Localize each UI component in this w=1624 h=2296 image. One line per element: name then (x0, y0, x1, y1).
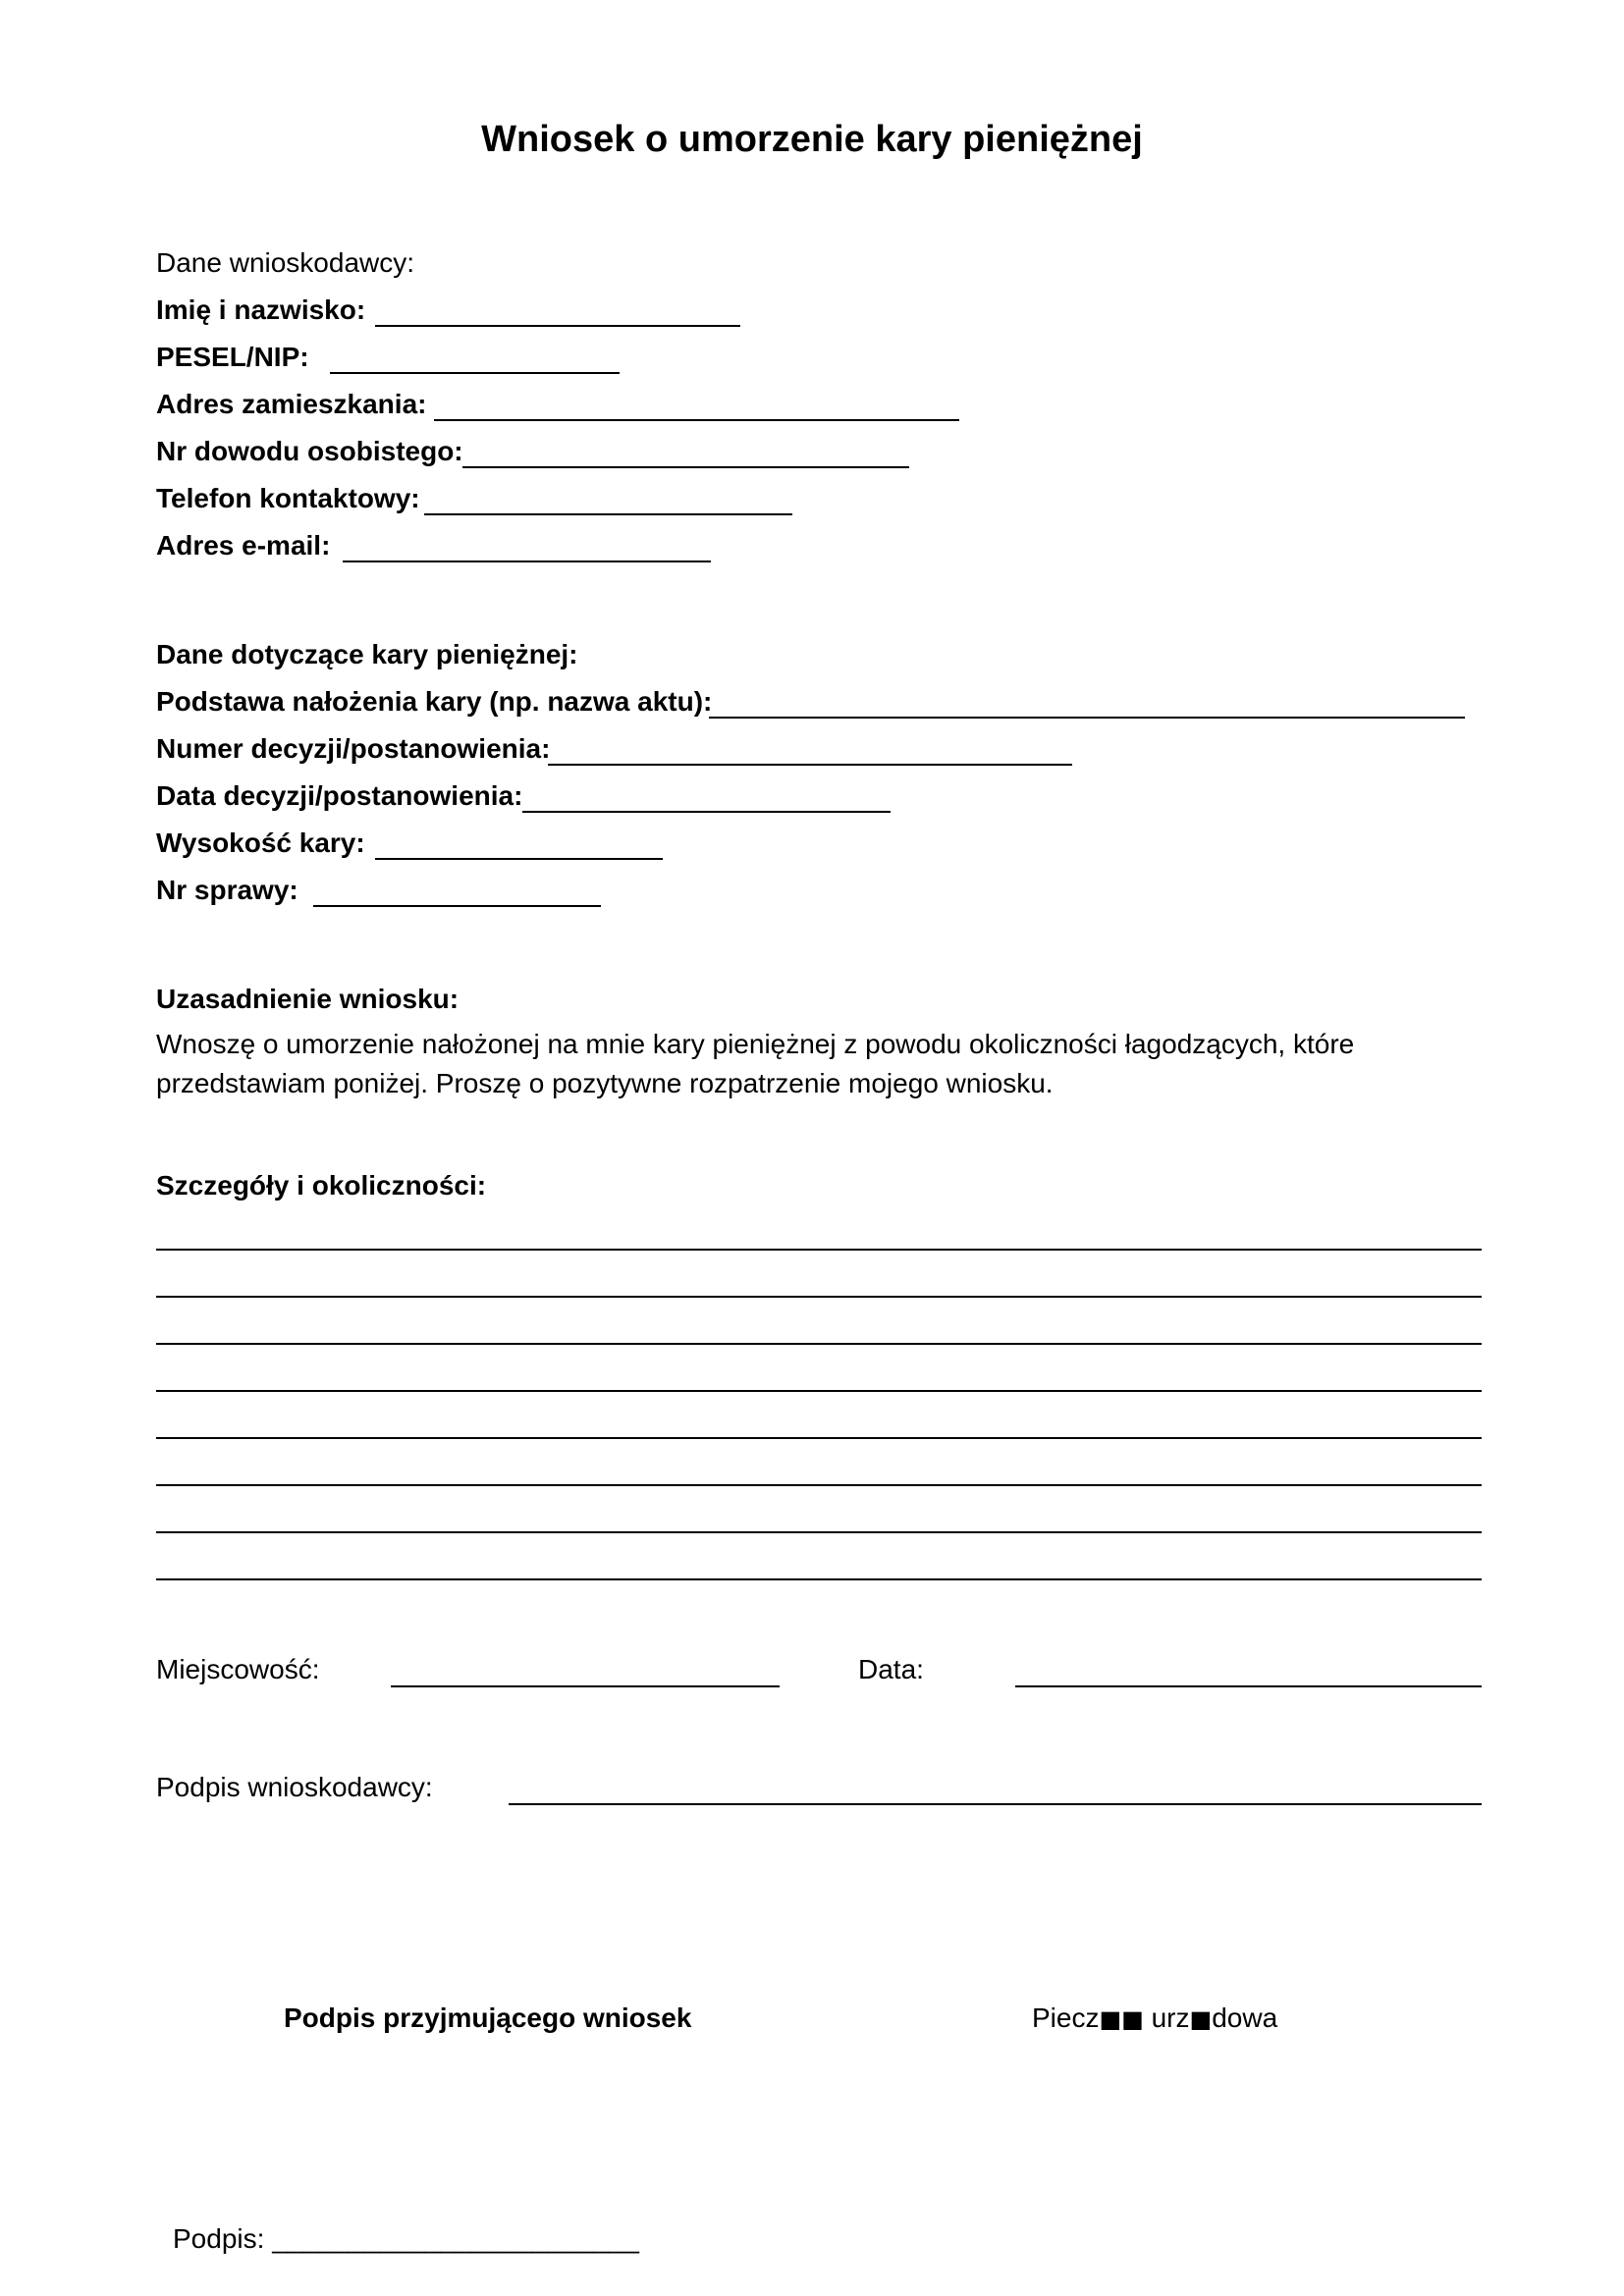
date-line[interactable] (1015, 1685, 1482, 1687)
legal-basis-line[interactable] (709, 717, 1465, 719)
justification-text: Wnoszę o umorzenie nałożonej na mnie kary pieniężnej z powodu okoliczności łagodzących, które przedstawiam poniżej. Proszę o pozytywne rozpatrzenie mojego wniosku. (156, 1029, 1355, 1098)
details-line[interactable] (156, 1531, 1482, 1533)
missing-glyph-icon: ■ (1189, 2005, 1213, 2033)
details-line[interactable] (156, 1437, 1482, 1439)
details-line[interactable] (156, 1484, 1482, 1486)
details-line[interactable] (156, 1390, 1482, 1392)
label-case-number: Nr sprawy: (156, 875, 298, 905)
details-line[interactable] (156, 1578, 1482, 1580)
stamp-label-part: dowa (1212, 2002, 1278, 2033)
justification-heading: Uzasadnienie wniosku: (156, 984, 460, 1014)
full-name-line[interactable] (375, 325, 740, 327)
applicant-signature-label: Podpis wnioskodawcy: (156, 1772, 433, 1802)
details-line[interactable] (156, 1343, 1482, 1345)
label-full-name: Imię i nazwisko: (156, 294, 366, 325)
decision-number-line[interactable] (548, 764, 1072, 766)
email-line[interactable] (343, 561, 711, 562)
label-id-card: Nr dowodu osobistego: (156, 436, 463, 466)
stamp-label-part: urz (1143, 2002, 1190, 2033)
details-heading: Szczegóły i okoliczności: (156, 1170, 487, 1201)
place-line[interactable] (391, 1685, 780, 1687)
signature-blank[interactable]: ________________________ (272, 2223, 639, 2254)
date-label: Data: (858, 1654, 924, 1684)
receiver-signature-label: Podpis przyjmującego wniosek (284, 2002, 692, 2033)
penalty-heading: Dane dotyczące kary pieniężnej: (156, 639, 578, 669)
label-address: Adres zamieszkania: (156, 389, 427, 419)
decision-date-line[interactable] (522, 811, 891, 813)
pesel-nip-line[interactable] (330, 372, 620, 374)
stamp-label (1032, 2001, 1277, 2037)
label-phone: Telefon kontaktowy: (156, 483, 420, 513)
applicant-signature-line[interactable] (509, 1803, 1482, 1805)
id-card-line[interactable] (462, 466, 909, 468)
label-penalty-amount: Wysokość kary: (156, 828, 365, 858)
penalty-amount-line[interactable] (375, 858, 663, 860)
details-line[interactable] (156, 1249, 1482, 1251)
label-legal-basis: Podstawa nałożenia kary (np. nazwa aktu): (156, 686, 713, 717)
place-label: Miejscowość: (156, 1654, 320, 1684)
page-title: Wniosek o umorzenie kary pieniężnej (481, 119, 1143, 160)
applicant-heading: Dane wnioskodawcy: (156, 247, 415, 278)
signature-line (173, 2221, 639, 2257)
stamp-label-part: Piecz (1032, 2002, 1100, 2033)
address-line[interactable] (434, 419, 959, 421)
missing-glyph-icon: ■■ (1099, 2005, 1144, 2033)
case-number-line[interactable] (313, 905, 601, 907)
signature-label: Podpis: (173, 2223, 265, 2254)
label-decision-number: Numer decyzji/postanowienia: (156, 733, 551, 764)
label-email: Adres e-mail: (156, 530, 331, 561)
label-pesel-nip: PESEL/NIP: (156, 342, 309, 372)
phone-line[interactable] (424, 513, 792, 515)
details-line[interactable] (156, 1296, 1482, 1298)
label-decision-date: Data decyzji/postanowienia: (156, 780, 523, 811)
